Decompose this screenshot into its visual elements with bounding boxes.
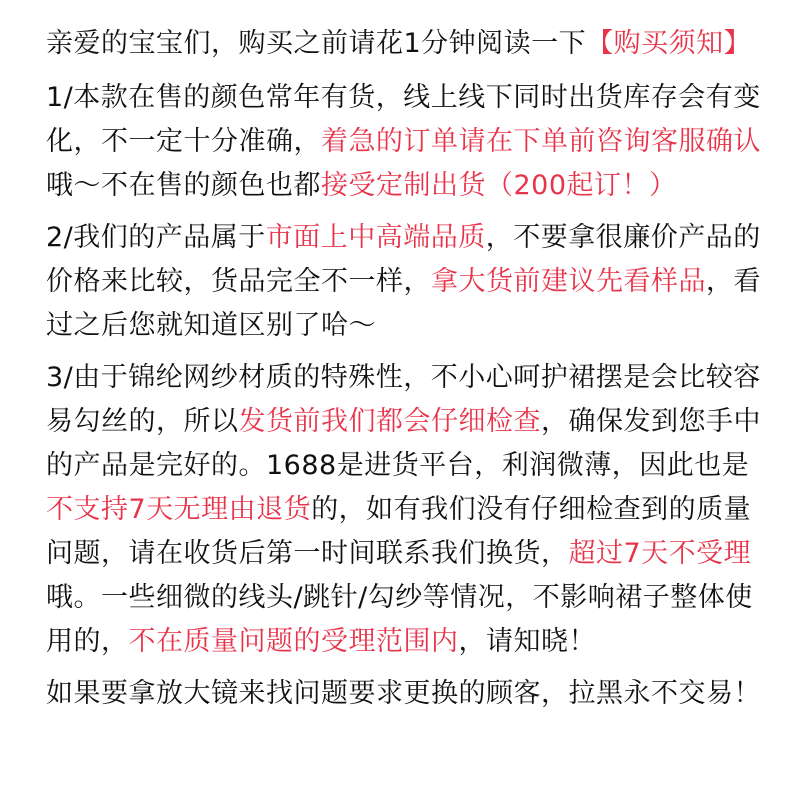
- section-3-text-a: 3/由于锦纶网纱材质的特殊性，不小心呵护裙摆是会比较容易勾丝的，所以: [46, 362, 761, 437]
- closing-paragraph: [46, 672, 776, 716]
- notice-tag: 【购买须知】: [586, 28, 752, 59]
- section-1-text-b: 哦～不在售的颜色也都: [46, 170, 321, 201]
- section-3-highlight-a: 发货前我们都会仔细检查: [238, 406, 541, 437]
- section-3-highlight-b: 不支持7天无理由退货: [46, 494, 312, 525]
- purchase-notice: [46, 22, 776, 724]
- section-3-text-d: 哦。一些细微的线头/跳针/勾纱等情况，不影响裙子整体使用的，: [46, 582, 753, 657]
- section-2-highlight-a: 市面上中高端品质: [265, 222, 486, 253]
- section-2-text-a: 2/我们的产品属于: [46, 222, 266, 253]
- section-1-highlight-b: 接受定制出货（200起订！）: [321, 170, 677, 201]
- intro-text: 亲爱的宝宝们，购买之前请花1分钟阅读一下: [46, 28, 587, 59]
- section-3-text-c: 的，如有我们没有仔细检查到的质量问题，请在收货后第一时间联系我们换货，: [46, 494, 752, 569]
- section-3-text-b: ，确保发到您手中的产品是完好的。1688是进货平台，利润微薄，因此也是: [46, 406, 761, 481]
- section-2-quality: [46, 216, 776, 348]
- section-2-highlight-b: 拿大货前建议先看样品: [431, 266, 706, 297]
- section-1-availability: [46, 76, 776, 208]
- section-3-highlight-c: 超过7天不受理: [568, 538, 752, 569]
- section-3-highlight-d: 不在质量问题的受理范围内: [128, 626, 459, 657]
- intro-paragraph: [46, 22, 776, 66]
- closing-text: 如果要拿放大镜来找问题要求更换的顾客，拉黑永不交易！: [46, 678, 761, 709]
- section-3-text-e: ，请知晓！: [458, 626, 596, 657]
- section-2-text-c: ，看过之后您就知道区别了哈～: [46, 266, 761, 341]
- section-1-highlight-a: 着急的订单请在下单前咨询客服确认: [321, 126, 761, 157]
- section-3-return-policy: [46, 356, 776, 664]
- section-1-text-a: 1/本款在售的颜色常年有货，线上线下同时出货库存会有变化，不一定十分准确，: [46, 82, 761, 157]
- section-2-text-b: ，不要拿很廉价产品的价格来比较，货品完全不一样，: [46, 222, 761, 297]
